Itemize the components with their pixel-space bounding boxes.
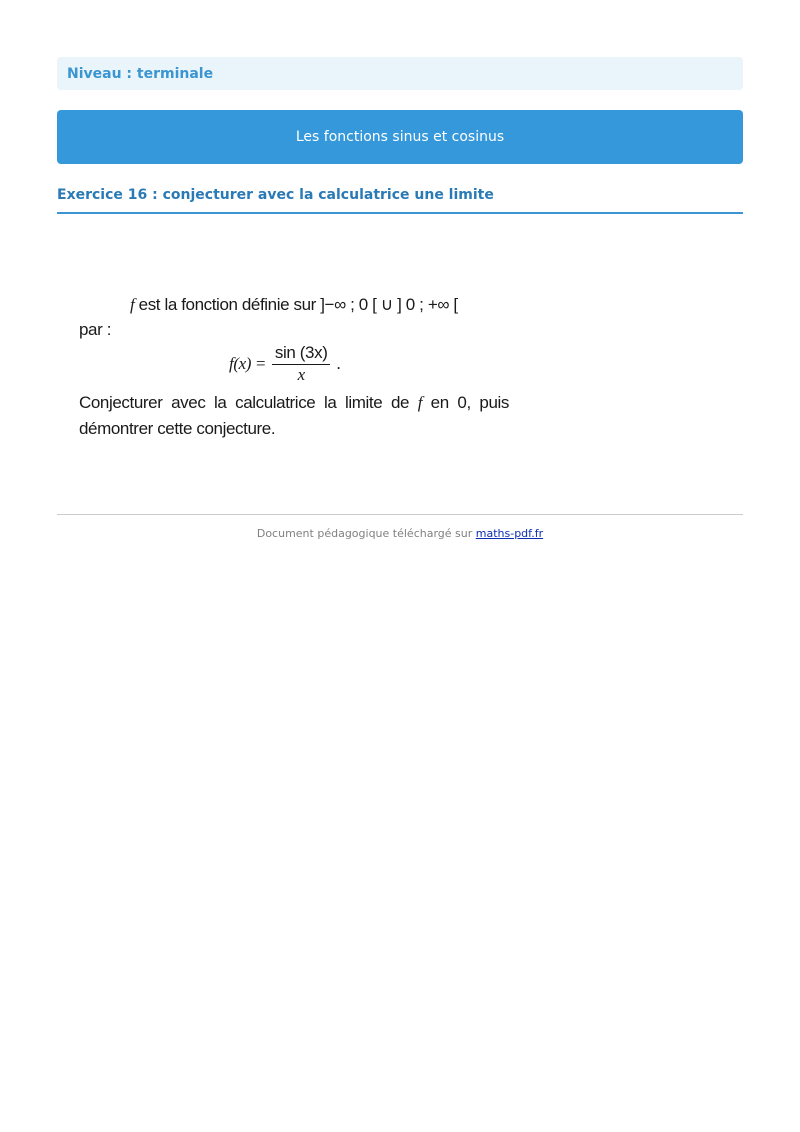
question-part1: Conjecturer avec la calculatrice la limite de [79,393,418,412]
question-part2: en 0, puis démontrer cette conjecture. [79,393,509,438]
par-line: par : [79,320,112,339]
definition-line [79,292,509,318]
exercise-heading: Exercice 16 : conjecturer avec la calculatrice une limite [57,187,743,214]
exercise-statement [79,292,509,442]
footer-link[interactable]: maths-pdf.fr [475,527,544,540]
formula-fraction [272,343,331,385]
level-box [57,57,743,90]
exercise-body [57,214,743,514]
formula-end: . [336,354,341,373]
formula [229,342,509,386]
page-title: Les fonctions sinus et cosinus [295,129,505,145]
footer-text: Document pédagogique téléchargé sur [256,527,476,540]
formula-denominator: x [297,365,305,384]
formula-lhs: f(x) = [229,354,266,373]
title-banner [57,110,743,164]
page [57,57,743,540]
formula-numerator: sin (3x) [272,343,331,365]
footer [57,527,743,540]
question-paragraph [79,390,509,442]
footer-divider [57,514,743,515]
definition-text: est la fonction définie sur ]−∞ ; 0 [ ∪ ] 0 ; +∞ [ [134,295,458,314]
level-label: Niveau : terminale [67,65,214,82]
function-name: f [130,295,135,314]
question-var: f [417,393,423,412]
